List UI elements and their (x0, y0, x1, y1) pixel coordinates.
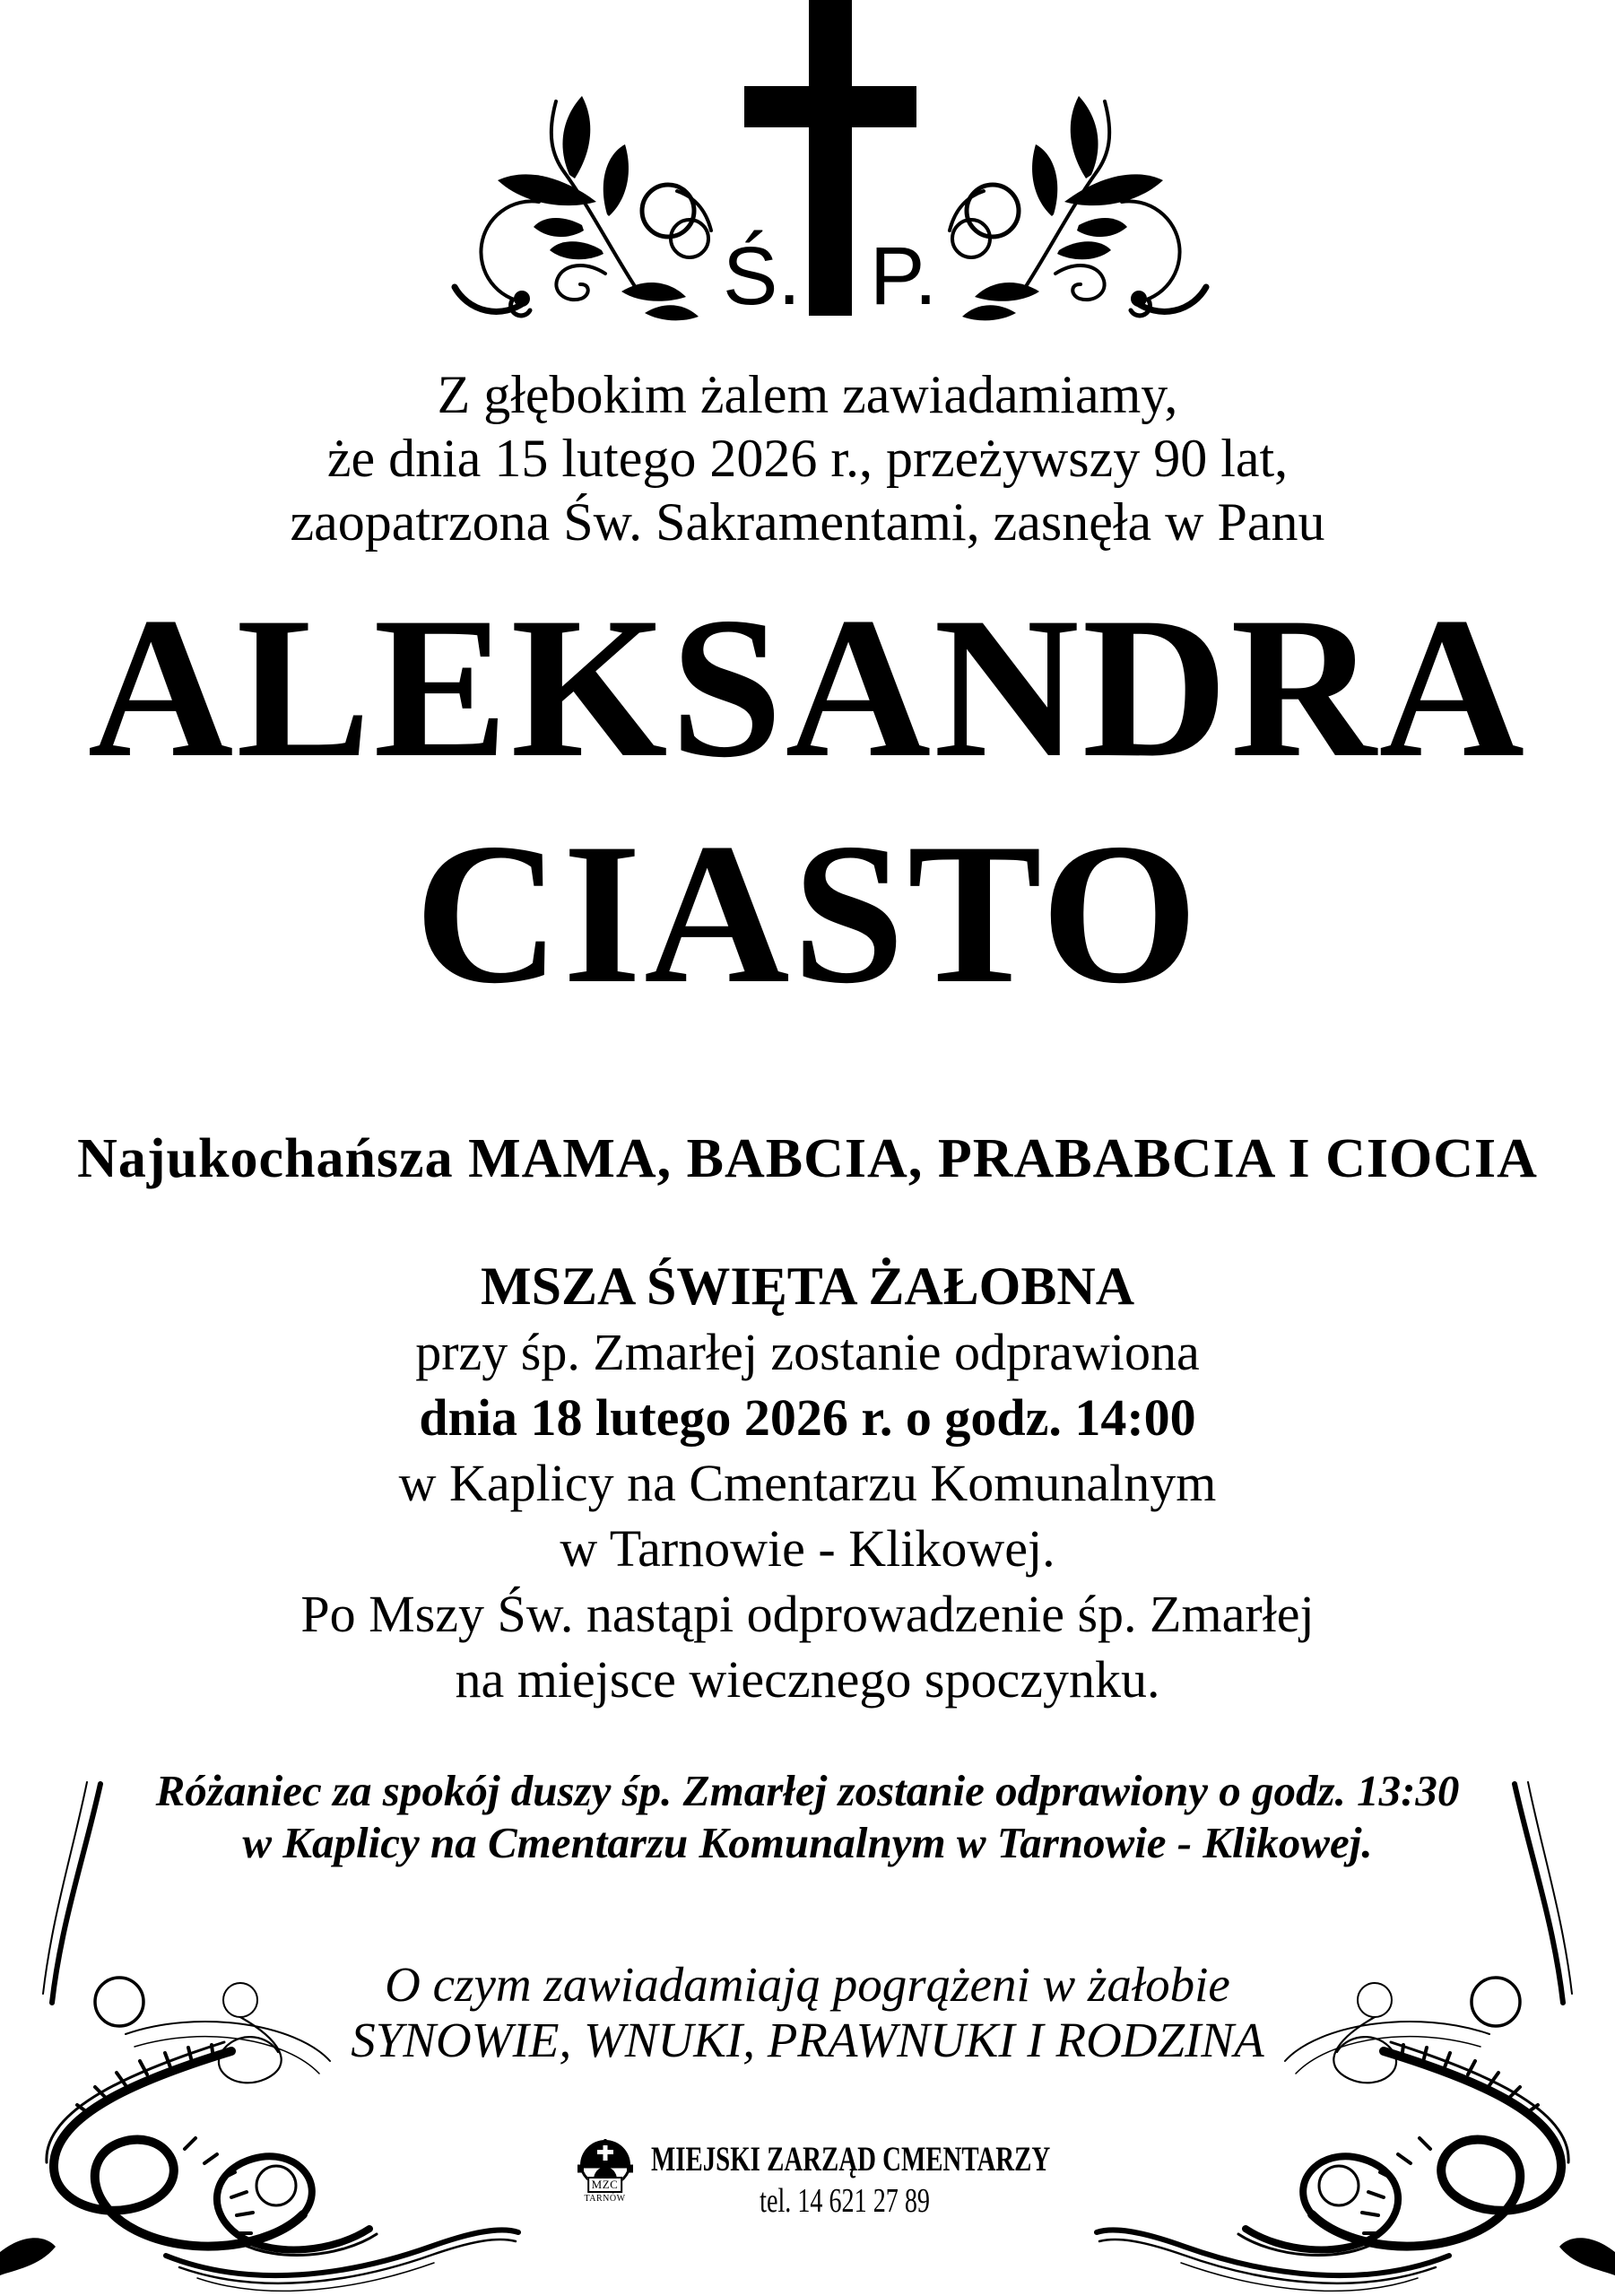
bottom-ornament (0, 1780, 1615, 2296)
mass-line: Po Mszy Św. nastąpi odprowadzenie śp. Zmarłej (300, 1585, 1315, 1643)
mass-title: MSZA ŚWIĘTA ŻAŁOBNA (480, 1257, 1135, 1316)
intro-line: Z głębokim żalem zawiadamiamy, (437, 365, 1178, 424)
mass-line: na miejsce wiecznego spoczynku. (455, 1650, 1160, 1709)
phone-number: tel. 14 621 27 89 (759, 2182, 930, 2220)
mass-line: w Kaplicy na Cmentarzu Komunalnym (398, 1454, 1217, 1512)
mass-block (0, 1254, 1615, 1712)
deceased-first-name: ALEKSANDRA (87, 575, 1528, 799)
mourners-line: SYNOWIE, WNUKI, PRAWNUKI I RODZINA (351, 2013, 1264, 2067)
sp-abbreviation-left: Ś. (723, 230, 801, 322)
sp-abbreviation-right: P. (870, 230, 938, 322)
deceased-name (0, 574, 1615, 1026)
top-ornament (0, 0, 1615, 341)
intro-line: że dnia 15 lutego 2026 r., przeżywszy 90 lat, (326, 429, 1289, 488)
floral-branch-left (455, 96, 711, 320)
mass-datetime-line: dnia 18 lutego 2026 r. o godz. 14:00 (419, 1388, 1196, 1447)
mourners-line: O czym zawiadamiają pogrążeni w żałobie (385, 1957, 1230, 2012)
corner-flourish-left (0, 1782, 518, 2291)
intro-block (0, 363, 1615, 554)
floral-branch-right (950, 96, 1206, 320)
rosary-line: w Kaplicy na Cmentarzu Komunalnym w Tarnowie - Klikowej. (242, 1818, 1373, 1867)
intro-line: zaopatrzona Św. Sakramentami, zasnęła w Panu (290, 492, 1325, 552)
logo-abbreviation: MZC (587, 2177, 623, 2193)
organization-name: MIEJSKI ZARZĄD CMENTARZY (650, 2140, 1050, 2179)
deceased-last-name: CIASTO (414, 801, 1201, 1025)
rosary-line: Różaniec za spokój duszy śp. Zmarłej zostanie odprawiony o godz. 13:30 (155, 1766, 1460, 1815)
relation-line: Najukochańsza MAMA, BABCIA, PRABABCIA I CIOCIA (77, 1128, 1538, 1189)
mass-line: w Tarnowie - Klikowej. (560, 1519, 1055, 1578)
mass-line: przy śp. Zmarłej zostanie odprawiona (415, 1323, 1200, 1381)
logo-city: TARNÓW (584, 2194, 626, 2204)
corner-flourish-right (1097, 1782, 1615, 2291)
